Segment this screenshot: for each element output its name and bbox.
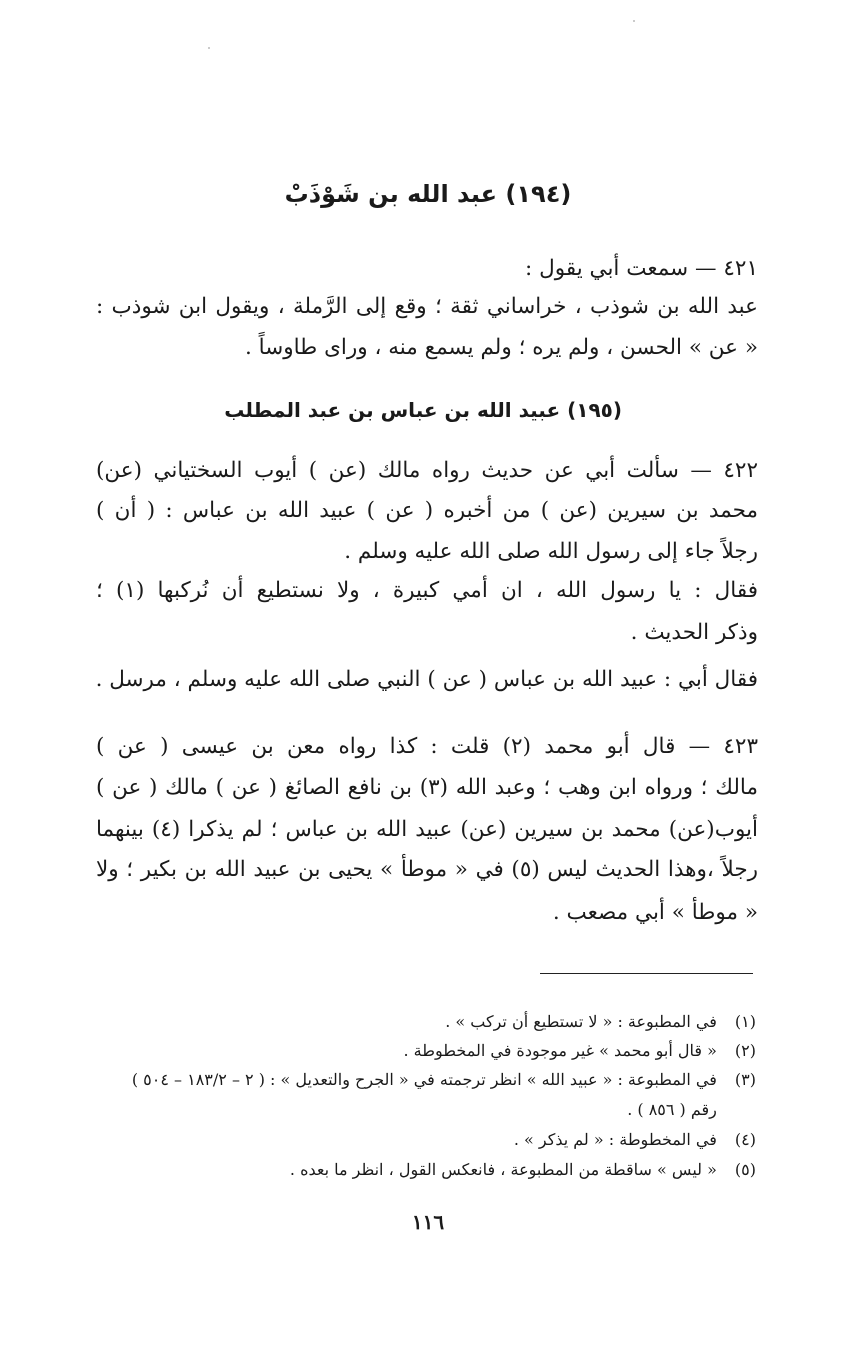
footnote xyxy=(404,1040,757,1062)
footnote-number: (٢) xyxy=(734,1041,756,1060)
scan-speck xyxy=(208,47,210,49)
footnote xyxy=(514,1129,756,1151)
footnote xyxy=(290,1159,756,1181)
para-422-line: وذكر الحديث . xyxy=(630,620,758,645)
para-422-line: فقال أبي : عبيد الله بن عباس ( عن ) النبي صلى الله عليه وسلم ، مرسل . xyxy=(95,667,758,692)
footnote-separator xyxy=(540,973,753,974)
footnote-text: « ليس » ساقطة من المطبوعة ، فانعكس القول ، انظر ما بعده . xyxy=(289,1160,717,1179)
para-421-line: عبد الله بن شوذب ، خراساني ثقة ؛ وقع إلى الرَّملة ، ويقول ابن شوذب : xyxy=(96,294,758,319)
footnote xyxy=(132,1069,756,1091)
para-422-line: ٤٢٢ — سألت أبي عن حديث رواه مالك (عن ) أيوب السختياني (عن) xyxy=(96,458,758,483)
entry-194-heading: (١٩٤) عبد الله بن شَوْذَبْ xyxy=(284,180,572,208)
scan-speck xyxy=(633,20,635,22)
footnote-text: رقم ( ٨٥٦ ) . xyxy=(627,1100,717,1119)
para-421-line: « عن » الحسن ، ولم يره ؛ ولم يسمع منه ، وراى طاوساً . xyxy=(244,335,758,360)
footnote xyxy=(627,1099,756,1121)
footnote xyxy=(445,1011,756,1033)
para-423-line: « موطأ » أبي مصعب . xyxy=(552,900,758,925)
footnote-number: (٤) xyxy=(734,1130,756,1149)
para-422-line: رجلاً جاء إلى رسول الله صلى الله عليه وسلم . xyxy=(344,539,758,564)
para-423-line: مالك ؛ ورواه ابن وهب ؛ وعبد الله (٣) بن نافع الصائغ ( عن ) مالك ( عن ) xyxy=(96,775,758,800)
footnote-number: (٥) xyxy=(734,1160,756,1179)
footnote-text: في المطبوعة : « عبيد الله » انظر ترجمته في « الجرح والتعديل » : ( ٢ – ١٨٣/٢ – ٥٠٤ ) xyxy=(131,1070,717,1089)
para-422-line: فقال : يا رسول الله ، ان أمي كبيرة ، ولا نستطيع أن نُركبها (١) ؛ xyxy=(96,578,758,603)
para-423-line: ٤٢٣ — قال أبو محمد (٢) قلت : كذا رواه معن بن عيسى ( عن ) xyxy=(96,734,758,759)
footnote-text: « قال أبو محمد » غير موجودة في المخطوطة . xyxy=(403,1041,717,1060)
para-421-line: ٤٢١ — سمعت أبي يقول : xyxy=(525,256,758,281)
page-number: ١١٦ xyxy=(411,1210,445,1234)
footnote-number: (٣) xyxy=(734,1070,756,1089)
entry-195-heading: (١٩٥) عبيد الله بن عباس بن عبد المطلب xyxy=(224,398,622,422)
footnote-number: (١) xyxy=(734,1012,756,1031)
footnote-text: في المخطوطة : « لم يذكر » . xyxy=(513,1130,717,1149)
para-423-line: رجلاً ،وهذا الحديث ليس (٥) في « موطأ » يحيى بن عبيد الله بن بكير ؛ ولا xyxy=(96,857,758,882)
footnote-text: في المطبوعة : « لا تستطيع أن تركب » . xyxy=(445,1012,717,1031)
para-422-line: محمد بن سيرين (عن ) من أخبره ( عن ) عبيد الله بن عباس : ( أن ) xyxy=(96,498,758,523)
para-423-line: أيوب(عن) محمد بن سيرين (عن) عبيد الله بن عباس ؛ لم يذكرا (٤) بينهما xyxy=(96,817,759,842)
